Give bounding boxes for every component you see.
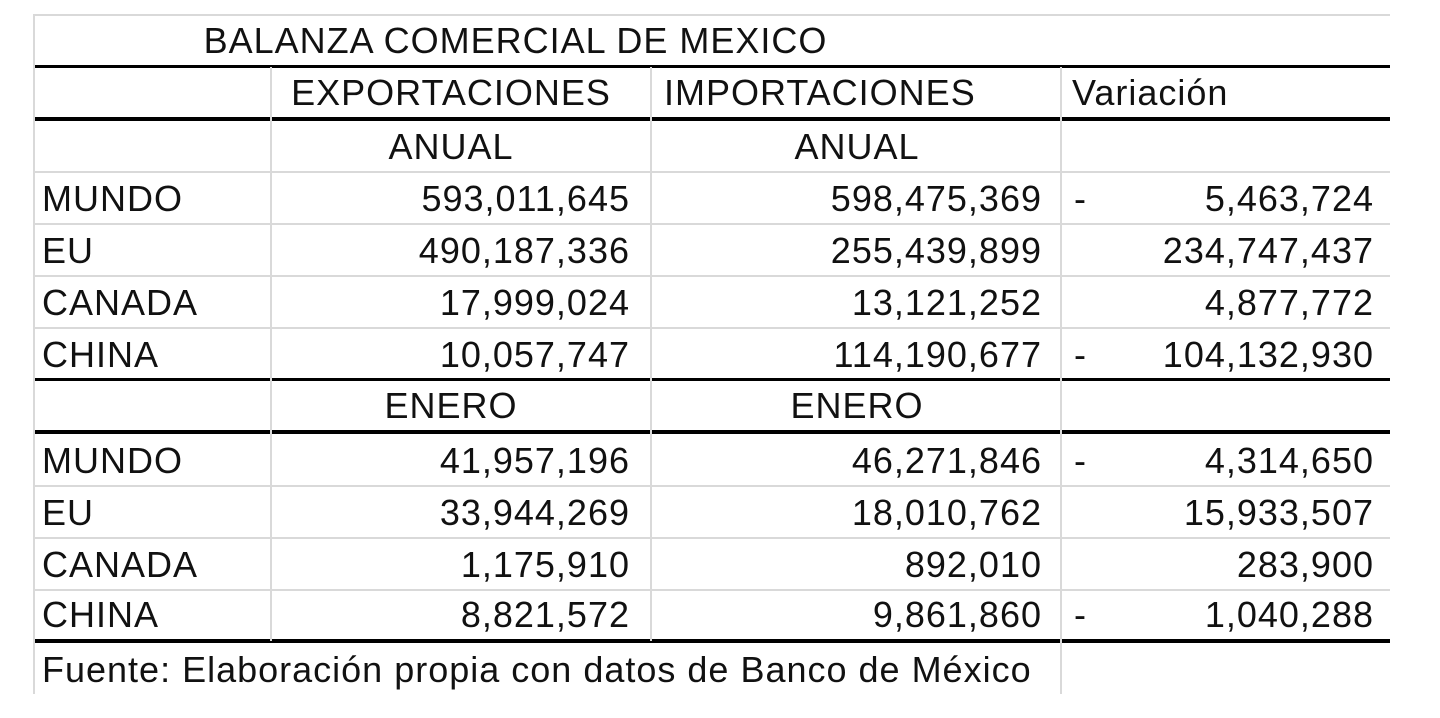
period-label: ANUAL xyxy=(388,126,514,167)
header-exportaciones: EXPORTACIONES xyxy=(291,72,611,113)
row-export: 17,999,024 xyxy=(439,282,630,323)
period-label: ENERO xyxy=(384,385,518,426)
row-import: 114,190,677 xyxy=(833,334,1042,375)
row-export: 490,187,336 xyxy=(418,230,630,271)
row-variation: 4,314,650 xyxy=(1204,440,1374,481)
row-region: MUNDO xyxy=(42,440,183,481)
row-sign: - xyxy=(1074,594,1086,635)
row-export: 10,057,747 xyxy=(439,334,630,375)
row-export: 33,944,269 xyxy=(439,492,630,533)
row-variation: 5,463,724 xyxy=(1204,178,1374,219)
row-import: 13,121,252 xyxy=(851,282,1042,323)
row-variation: 234,747,437 xyxy=(1162,230,1374,271)
row-export: 593,011,645 xyxy=(421,178,630,219)
row-region: CANADA xyxy=(42,544,199,585)
row-import: 18,010,762 xyxy=(851,492,1042,533)
period-label: ANUAL xyxy=(794,126,920,167)
header-importaciones: IMPORTACIONES xyxy=(664,72,976,113)
grid-line xyxy=(33,14,35,694)
source-note: Fuente: Elaboración propia con datos de Banco de México xyxy=(42,649,1032,690)
row-region: CHINA xyxy=(42,334,160,375)
row-sign: - xyxy=(1074,334,1086,375)
row-import: 892,010 xyxy=(904,544,1042,585)
row-variation: 4,877,772 xyxy=(1204,282,1374,323)
row-variation: 283,900 xyxy=(1236,544,1374,585)
row-import: 598,475,369 xyxy=(830,178,1042,219)
row-variation: 1,040,288 xyxy=(1204,594,1374,635)
row-region: EU xyxy=(42,492,95,533)
row-export: 8,821,572 xyxy=(460,594,630,635)
row-region: EU xyxy=(42,230,95,271)
period-label: ENERO xyxy=(790,385,924,426)
row-export: 41,957,196 xyxy=(439,440,630,481)
row-import: 255,439,899 xyxy=(830,230,1042,271)
table-title: BALANZA COMERCIAL DE MEXICO xyxy=(203,20,828,61)
header-variacion: Variación xyxy=(1072,72,1229,113)
row-export: 1,175,910 xyxy=(460,544,630,585)
row-import: 46,271,846 xyxy=(851,440,1042,481)
row-sign: - xyxy=(1074,178,1086,219)
row-region: CHINA xyxy=(42,594,160,635)
row-sign: - xyxy=(1074,440,1086,481)
row-variation: 104,132,930 xyxy=(1162,334,1374,375)
row-import: 9,861,860 xyxy=(872,594,1042,635)
row-region: CANADA xyxy=(42,282,199,323)
row-variation: 15,933,507 xyxy=(1183,492,1374,533)
row-region: MUNDO xyxy=(42,178,183,219)
